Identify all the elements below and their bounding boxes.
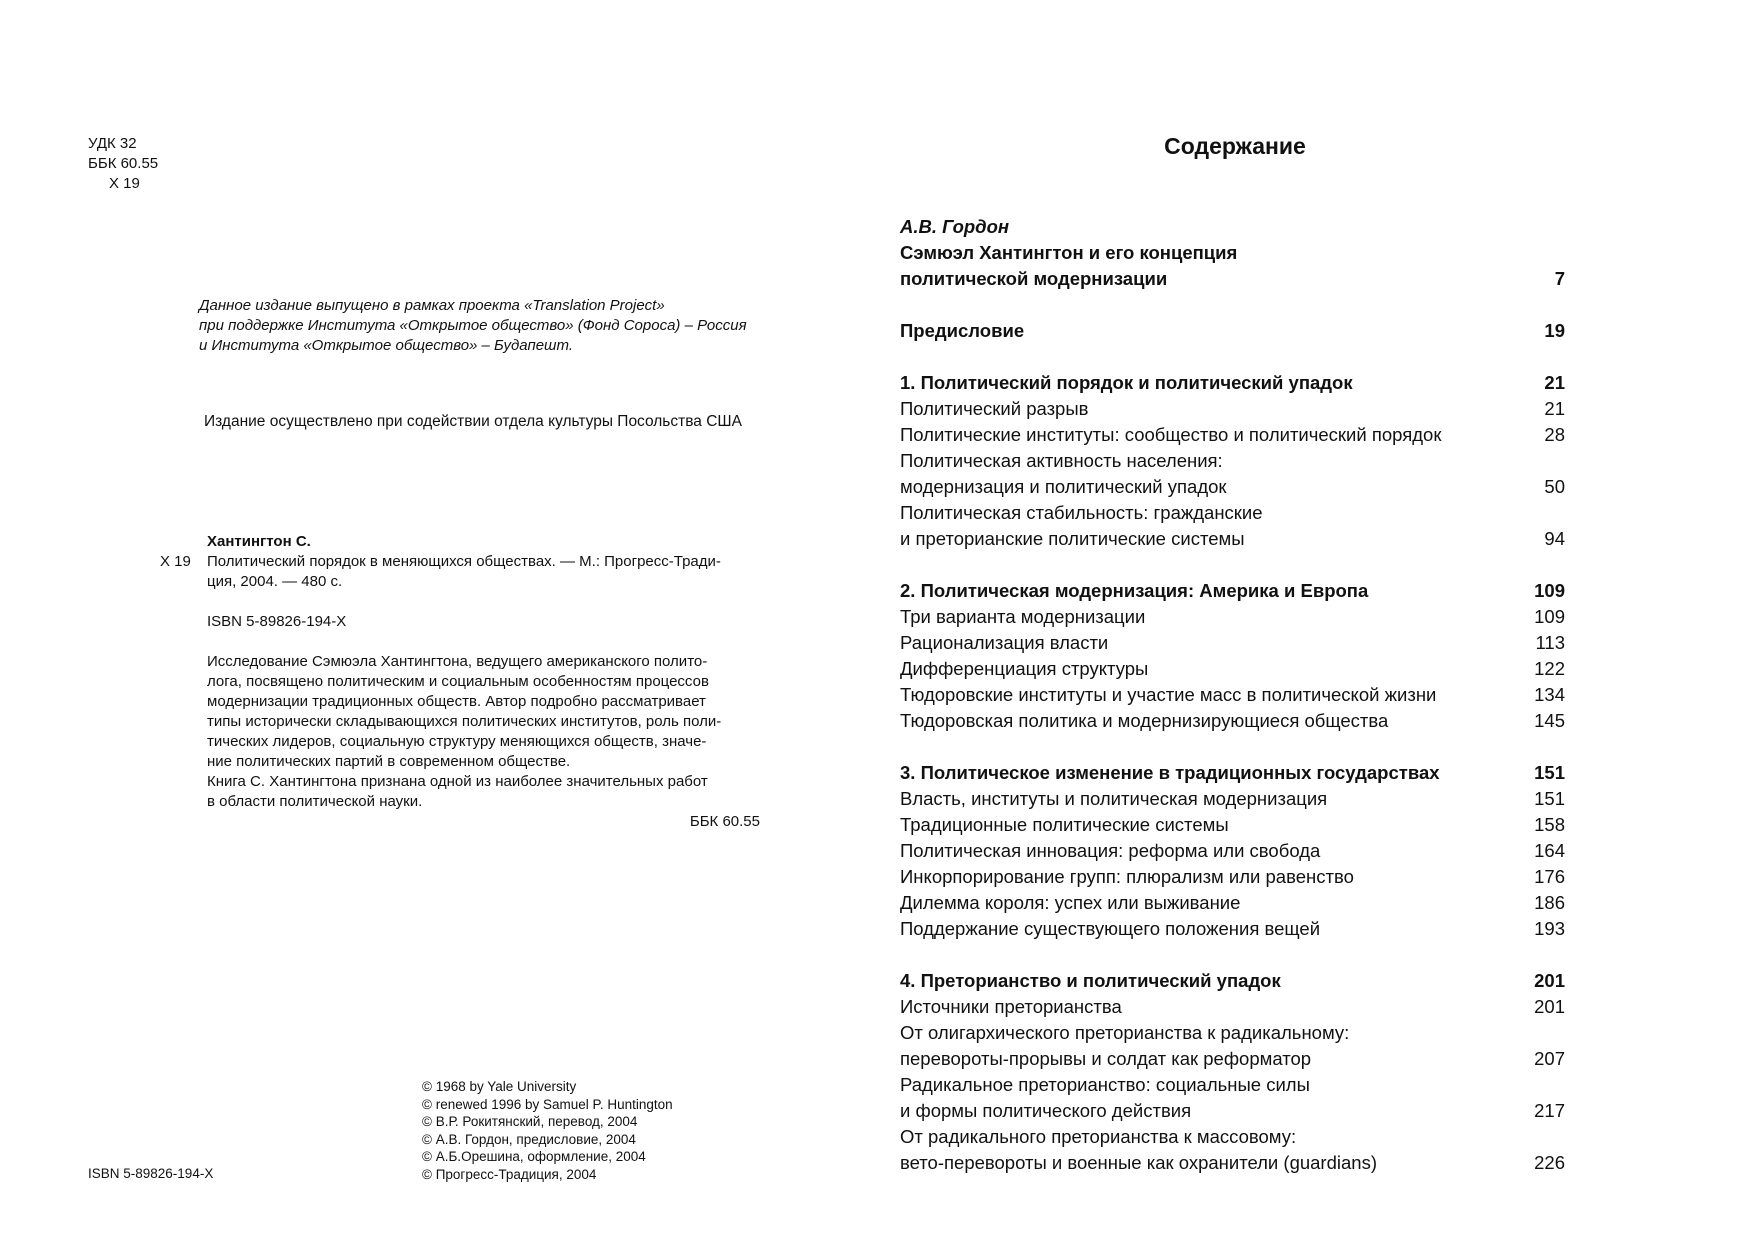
toc-spacer: [900, 344, 1565, 370]
toc-entry[interactable]: [900, 1072, 1565, 1098]
toc-entry[interactable]: [900, 968, 1565, 994]
toc-entry-title: Предисловие: [900, 320, 1025, 341]
toc-entry-page: 186: [1534, 892, 1565, 913]
abstract-line: типы исторически складывающихся политических институтов, роль поли-: [207, 713, 722, 730]
toc-entry-title: политической модернизации: [900, 268, 1168, 289]
toc-entry-title: Три варианта модернизации: [900, 606, 1146, 627]
toc-entry-title: перевороты-прорывы и солдат как реформатор: [900, 1048, 1312, 1069]
table-of-contents: [900, 214, 1565, 1176]
toc-entry[interactable]: [900, 864, 1565, 890]
copyright-line: © Прогресс-Традиция, 2004: [422, 1166, 597, 1182]
toc-entry-title: Традиционные политические системы: [900, 814, 1229, 835]
abstract-line: тических лидеров, социальную структуру меняющихся обществ, значе-: [207, 733, 707, 750]
toc-entry[interactable]: [900, 370, 1565, 396]
toc-entry-title: От радикального преторианства к массовому:: [900, 1126, 1297, 1147]
toc-entry-page: 201: [1534, 970, 1565, 991]
toc-entry-title: Источники преторианства: [900, 996, 1122, 1017]
toc-entry-title: и формы политического действия: [900, 1100, 1192, 1121]
copyright-line: © В.Р. Рокитянский, перевод, 2004: [422, 1114, 638, 1129]
toc-entry-title: Политические институты: сообщество и политический порядок: [900, 424, 1442, 445]
author-mark: Х 19: [109, 175, 140, 192]
card-bib-line: ция, 2004. — 480 с.: [207, 573, 343, 590]
toc-entry-title: 1. Политический порядок и политический упадок: [900, 372, 1353, 393]
toc-entry[interactable]: [900, 526, 1565, 552]
toc-entry-title: 3. Политическое изменение в традиционных государствах: [900, 762, 1440, 783]
toc-entry[interactable]: [900, 682, 1565, 708]
toc-entry-page: 113: [1535, 632, 1565, 653]
toc-entry[interactable]: [900, 318, 1565, 344]
udk-code: УДК 32: [88, 135, 137, 152]
toc-entry-title: Поддержание существующего положения вещей: [900, 918, 1321, 939]
card-isbn: ISBN 5-89826-194-X: [207, 613, 347, 630]
toc-entry-title: Политическая стабильность: гражданские: [900, 502, 1263, 523]
toc-entry-title: Власть, институты и политическая модернизация: [900, 788, 1328, 809]
toc-entry-title: Дифференциация структуры: [900, 658, 1149, 679]
toc-entry[interactable]: [900, 812, 1565, 838]
toc-entry[interactable]: [900, 1150, 1565, 1176]
toc-entry[interactable]: [900, 1020, 1565, 1046]
toc-entry[interactable]: [900, 474, 1565, 500]
toc-entry-page: 217: [1534, 1100, 1565, 1121]
toc-entry-page: 7: [1554, 268, 1565, 289]
toc-entry[interactable]: [900, 604, 1565, 630]
toc-entry-title: Политический разрыв: [900, 398, 1089, 419]
toc-entry[interactable]: [900, 656, 1565, 682]
toc-entry-title: Тюдоровские институты и участие масс в политической жизни: [900, 684, 1437, 705]
toc-entry[interactable]: [900, 890, 1565, 916]
toc-entry-page: 151: [1534, 762, 1565, 783]
toc-entry-title: 2. Политическая модернизация: Америка и Европа: [900, 580, 1369, 601]
card-bibliography: [160, 552, 760, 572]
isbn-footer: ISBN 5-89826-194-X: [88, 1166, 214, 1181]
toc-entry-title: А.В. Гордон: [900, 216, 1010, 237]
toc-entry-page: 50: [1544, 476, 1565, 497]
toc-entry-title: Инкорпорирование групп: плюрализм или равенство: [900, 866, 1354, 887]
toc-entry-page: 158: [1534, 814, 1565, 835]
copyright-line: © renewed 1996 by Samuel P. Huntington: [422, 1096, 673, 1112]
toc-entry[interactable]: [900, 916, 1565, 942]
abstract-line: в области политической науки.: [207, 793, 423, 810]
toc-entry-page: 193: [1534, 918, 1565, 939]
toc-entry-page: 164: [1534, 840, 1565, 861]
toc-entry[interactable]: [900, 630, 1565, 656]
toc-entry-page: 122: [1534, 658, 1565, 679]
project-note-line: Данное издание выпущено в рамках проекта «Translation Project»: [199, 297, 665, 314]
toc-entry[interactable]: [900, 214, 1565, 240]
toc-spacer: [900, 942, 1565, 968]
toc-entry-title: и преторианские политические системы: [900, 528, 1245, 549]
card-bib-line: Политический порядок в меняющихся обществах. — М.: Прогресс-Тради-: [207, 553, 721, 570]
toc-entry[interactable]: [900, 422, 1565, 448]
toc-entry-page: 151: [1534, 788, 1565, 809]
toc-entry-page: 145: [1534, 710, 1565, 731]
toc-entry-page: 21: [1544, 372, 1565, 393]
card-author: Хантингтон С.: [207, 533, 311, 550]
toc-entry-title: Дилемма короля: успех или выживание: [900, 892, 1241, 913]
toc-entry[interactable]: [900, 578, 1565, 604]
toc-entry[interactable]: [900, 240, 1565, 266]
bbk-code: ББК 60.55: [88, 155, 159, 172]
project-note-line: и Института «Открытое общество» – Будапешт.: [199, 337, 573, 354]
toc-entry-title: 4. Преторианство и политический упадок: [900, 970, 1281, 991]
abstract-line: Книга С. Хантингтона признана одной из наиболее значительных работ: [207, 773, 708, 790]
card-abstract: [207, 652, 760, 832]
toc-entry-title: Политическая инновация: реформа или свобода: [900, 840, 1321, 861]
abstract-line: лога, посвящено политическим и социальным особенностям процессов: [207, 673, 709, 690]
toc-spacer: [900, 734, 1565, 760]
copyright-block: [422, 1078, 673, 1183]
abstract-line: ние политических партий в современном обществе.: [207, 753, 571, 770]
toc-entry-page: 19: [1544, 320, 1565, 341]
toc-entry[interactable]: [900, 500, 1565, 526]
toc-entry-title: От олигархического преторианства к радикальному:: [900, 1022, 1350, 1043]
project-note: [199, 296, 779, 356]
abstract-line: модернизации традиционных обществ. Автор подробно рассматривает: [207, 693, 706, 710]
toc-spacer: [900, 292, 1565, 318]
toc-entry-page: 28: [1544, 424, 1565, 445]
catalog-card: [160, 532, 760, 832]
toc-entry-page: 94: [1544, 528, 1565, 549]
abstract-line: Исследование Сэмюэла Хантингтона, ведущего американского полито-: [207, 653, 708, 670]
toc-entry[interactable]: [900, 266, 1565, 292]
toc-entry-page: 226: [1534, 1152, 1565, 1173]
toc-entry[interactable]: [900, 1098, 1565, 1124]
toc-entry[interactable]: [900, 396, 1565, 422]
toc-entry-page: 201: [1534, 996, 1565, 1017]
toc-entry[interactable]: [900, 1124, 1565, 1150]
classification-codes: [88, 134, 158, 194]
toc-entry-title: Рационализация власти: [900, 632, 1109, 653]
toc-entry[interactable]: [900, 448, 1565, 474]
toc-entry-title: вето-перевороты и военные как охранители (guardians): [900, 1152, 1377, 1173]
toc-entry-page: 134: [1534, 684, 1565, 705]
toc-entry[interactable]: [900, 994, 1565, 1020]
toc-entry[interactable]: [900, 786, 1565, 812]
project-note-line: при поддержке Института «Открытое общество» (Фонд Сороса) – Россия: [199, 317, 747, 334]
toc-entry-title: Политическая активность населения:: [900, 450, 1223, 471]
card-code: Х 19: [160, 553, 191, 570]
toc-entry-page: 109: [1534, 580, 1565, 601]
toc-entry-title: Тюдоровская политика и модернизирующиеся общества: [900, 710, 1389, 731]
toc-entry-page: 109: [1534, 606, 1565, 627]
toc-title: Содержание: [1164, 133, 1306, 159]
toc-entry-title: Радикальное преторианство: социальные силы: [900, 1074, 1310, 1095]
toc-entry[interactable]: [900, 838, 1565, 864]
toc-entry-page: 21: [1544, 398, 1565, 419]
copyright-line: © 1968 by Yale University: [422, 1079, 577, 1094]
toc-entry[interactable]: [900, 708, 1565, 734]
copyright-line: © А.В. Гордон, предисловие, 2004: [422, 1131, 636, 1147]
toc-entry-title: Сэмюэл Хантингтон и его концепция: [900, 242, 1238, 263]
copyright-line: © А.Б.Орешина, оформление, 2004: [422, 1149, 646, 1164]
toc-entry[interactable]: [900, 1046, 1565, 1072]
toc-spacer: [900, 552, 1565, 578]
toc-entry-page: 176: [1534, 866, 1565, 887]
card-bbk: ББК 60.55: [689, 813, 760, 830]
support-note: Издание осуществлено при содействии отдела культуры Посольства США: [204, 413, 742, 430]
toc-entry-title: модернизация и политический упадок: [900, 476, 1227, 497]
toc-entry[interactable]: [900, 760, 1565, 786]
toc-entry-page: 207: [1534, 1048, 1565, 1069]
